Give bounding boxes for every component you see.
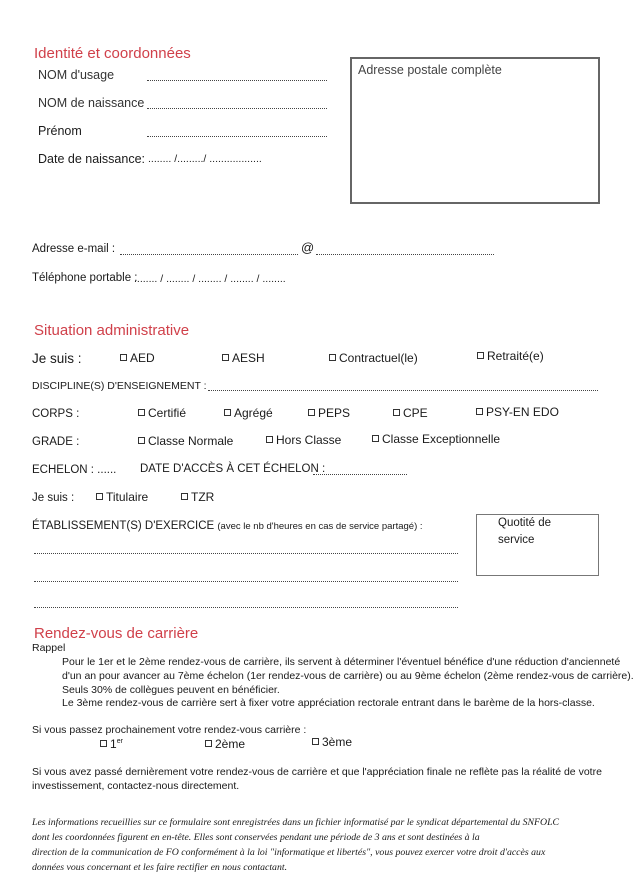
at-sign: @: [301, 240, 315, 255]
footer-line-4: données vous concernant et les faire rectifier en nous contactant.: [32, 862, 288, 873]
option-3eme[interactable]: 3ème: [312, 735, 352, 749]
checkbox[interactable]: [224, 409, 231, 416]
checkbox[interactable]: [205, 740, 212, 747]
prenom-label: Prénom: [38, 124, 82, 138]
date-acces-field[interactable]: [313, 474, 407, 475]
je-suis2-label: Je suis :: [32, 492, 75, 504]
rappel-paragraph-4: Le 3ème rendez-vous de carrière sert à fixer votre appréciation rectorale entrant dans le barème de la hors-classe.: [62, 697, 595, 709]
date-naissance-field[interactable]: ........ /........./ ..................: [148, 153, 262, 165]
prenom-field[interactable]: [147, 136, 327, 137]
checkbox[interactable]: [222, 354, 229, 361]
option-classe-exceptionnelle[interactable]: Classe Exceptionnelle: [372, 432, 500, 446]
checkbox[interactable]: [266, 436, 273, 443]
option-hors-classe[interactable]: Hors Classe: [266, 433, 341, 447]
email-domain-field[interactable]: [316, 254, 494, 255]
checkbox[interactable]: [100, 740, 107, 747]
section-title-situation: Situation administrative: [34, 322, 190, 339]
discipline-label: DISCIPLINE(S) D'ENSEIGNEMENT :: [32, 380, 207, 392]
option-contractuel[interactable]: Contractuel(le): [329, 351, 418, 365]
quotite-label-1: Quotité de: [498, 517, 552, 529]
option-tzr[interactable]: TZR: [181, 490, 214, 504]
rappel-label: Rappel: [32, 642, 66, 654]
option-psy-en-edo[interactable]: PSY-EN EDO: [476, 405, 559, 419]
grade-label: GRADE :: [32, 436, 80, 448]
footer-line-2: dont les coordonnées figurent en en-tête. Elles sont conservées pendant une période de 3 ans et sont destinées à la: [32, 832, 480, 843]
checkbox[interactable]: [329, 354, 336, 361]
dernier-line-1: Si vous avez passé dernièrement votre rendez-vous de carrière et que l'appréciation finale ne reflète pas la réalité de votre: [32, 766, 602, 778]
quotite-label-2: service: [498, 534, 535, 546]
etablissement-label: ÉTABLISSEMENT(S) D'EXERCICE (avec le nb d'heures en cas de service partagé) :: [32, 520, 423, 532]
nom-naissance-label: NOM de naissance: [38, 96, 145, 110]
je-suis-label: Je suis :: [32, 351, 82, 366]
email-local-field[interactable]: [120, 254, 298, 255]
option-cpe[interactable]: CPE: [393, 406, 428, 420]
rappel-paragraph-2: d'un an pour avancer au 7ème échelon (1er rendez-vous de carrière) ou au 9ème échelon (2ème rendez-vous de carrière).: [62, 670, 634, 682]
nom-usage-field[interactable]: [147, 80, 327, 81]
rappel-paragraph-1: Pour le 1er et le 2ème rendez-vous de carrière, ils servent à déterminer l'éventuel bénéfice d'une réduction d'ancienneté: [62, 656, 621, 668]
checkbox[interactable]: [120, 354, 127, 361]
etablissement-line-3[interactable]: [34, 607, 458, 608]
section-title-identite: Identité et coordonnées: [34, 45, 191, 62]
checkbox[interactable]: [308, 409, 315, 416]
etablissement-line-2[interactable]: [34, 581, 458, 582]
option-retraite[interactable]: Retraité(e): [477, 349, 544, 363]
checkbox[interactable]: [138, 409, 145, 416]
discipline-field[interactable]: [208, 390, 598, 391]
quotite-box[interactable]: [476, 514, 599, 576]
phone-field[interactable]: ........ / ........ / ........ / ........ / ........: [134, 273, 286, 285]
date-naissance-label: Date de naissance:: [38, 152, 146, 166]
rappel-paragraph-3: Seuls 30% de collègues peuvent en bénéficier.: [62, 684, 280, 696]
etablissement-line-1[interactable]: [34, 553, 458, 554]
checkbox[interactable]: [393, 409, 400, 416]
option-1er[interactable]: 1er: [100, 737, 123, 751]
checkbox[interactable]: [312, 738, 319, 745]
option-titulaire[interactable]: Titulaire: [96, 490, 148, 504]
adresse-postale-label: Adresse postale complète: [358, 63, 502, 77]
footer-line-1: Les informations recueillies sur ce formulaire sont enregistrées dans un fichier informatisé par le syndicat départemental du SNFOLC: [32, 817, 560, 828]
email-label: Adresse e-mail :: [32, 243, 116, 255]
corps-label: CORPS :: [32, 408, 80, 420]
option-peps[interactable]: PEPS: [308, 406, 350, 420]
adresse-postale-box[interactable]: [350, 57, 600, 204]
option-agrege[interactable]: Agrégé: [224, 406, 273, 420]
date-acces-label: DATE D'ACCÈS À CET ÉCHELON :: [140, 463, 326, 475]
option-2eme[interactable]: 2ème: [205, 737, 245, 751]
nom-naissance-field[interactable]: [147, 108, 327, 109]
option-certifie[interactable]: Certifié: [138, 406, 186, 420]
echelon-label: ECHELON : ......: [32, 464, 117, 476]
checkbox[interactable]: [477, 352, 484, 359]
footer-line-3: direction de la communication de FO conformément à la loi "informatique et libertés", vous pouvez exercer votre droit d'accès aux: [32, 847, 546, 858]
option-classe-normale[interactable]: Classe Normale: [138, 434, 233, 448]
checkbox[interactable]: [181, 493, 188, 500]
prochain-label: Si vous passez prochainement votre rendez-vous carrière :: [32, 724, 307, 736]
nom-usage-label: NOM d'usage: [38, 68, 115, 82]
option-aesh[interactable]: AESH: [222, 351, 265, 365]
phone-label: Téléphone portable :: [32, 272, 138, 284]
checkbox[interactable]: [96, 493, 103, 500]
checkbox[interactable]: [138, 437, 145, 444]
section-title-rdv: Rendez-vous de carrière: [34, 625, 199, 642]
dernier-line-2: investissement, contactez-nous directement.: [32, 780, 240, 792]
checkbox[interactable]: [372, 435, 379, 442]
option-aed[interactable]: AED: [120, 351, 155, 365]
checkbox[interactable]: [476, 408, 483, 415]
